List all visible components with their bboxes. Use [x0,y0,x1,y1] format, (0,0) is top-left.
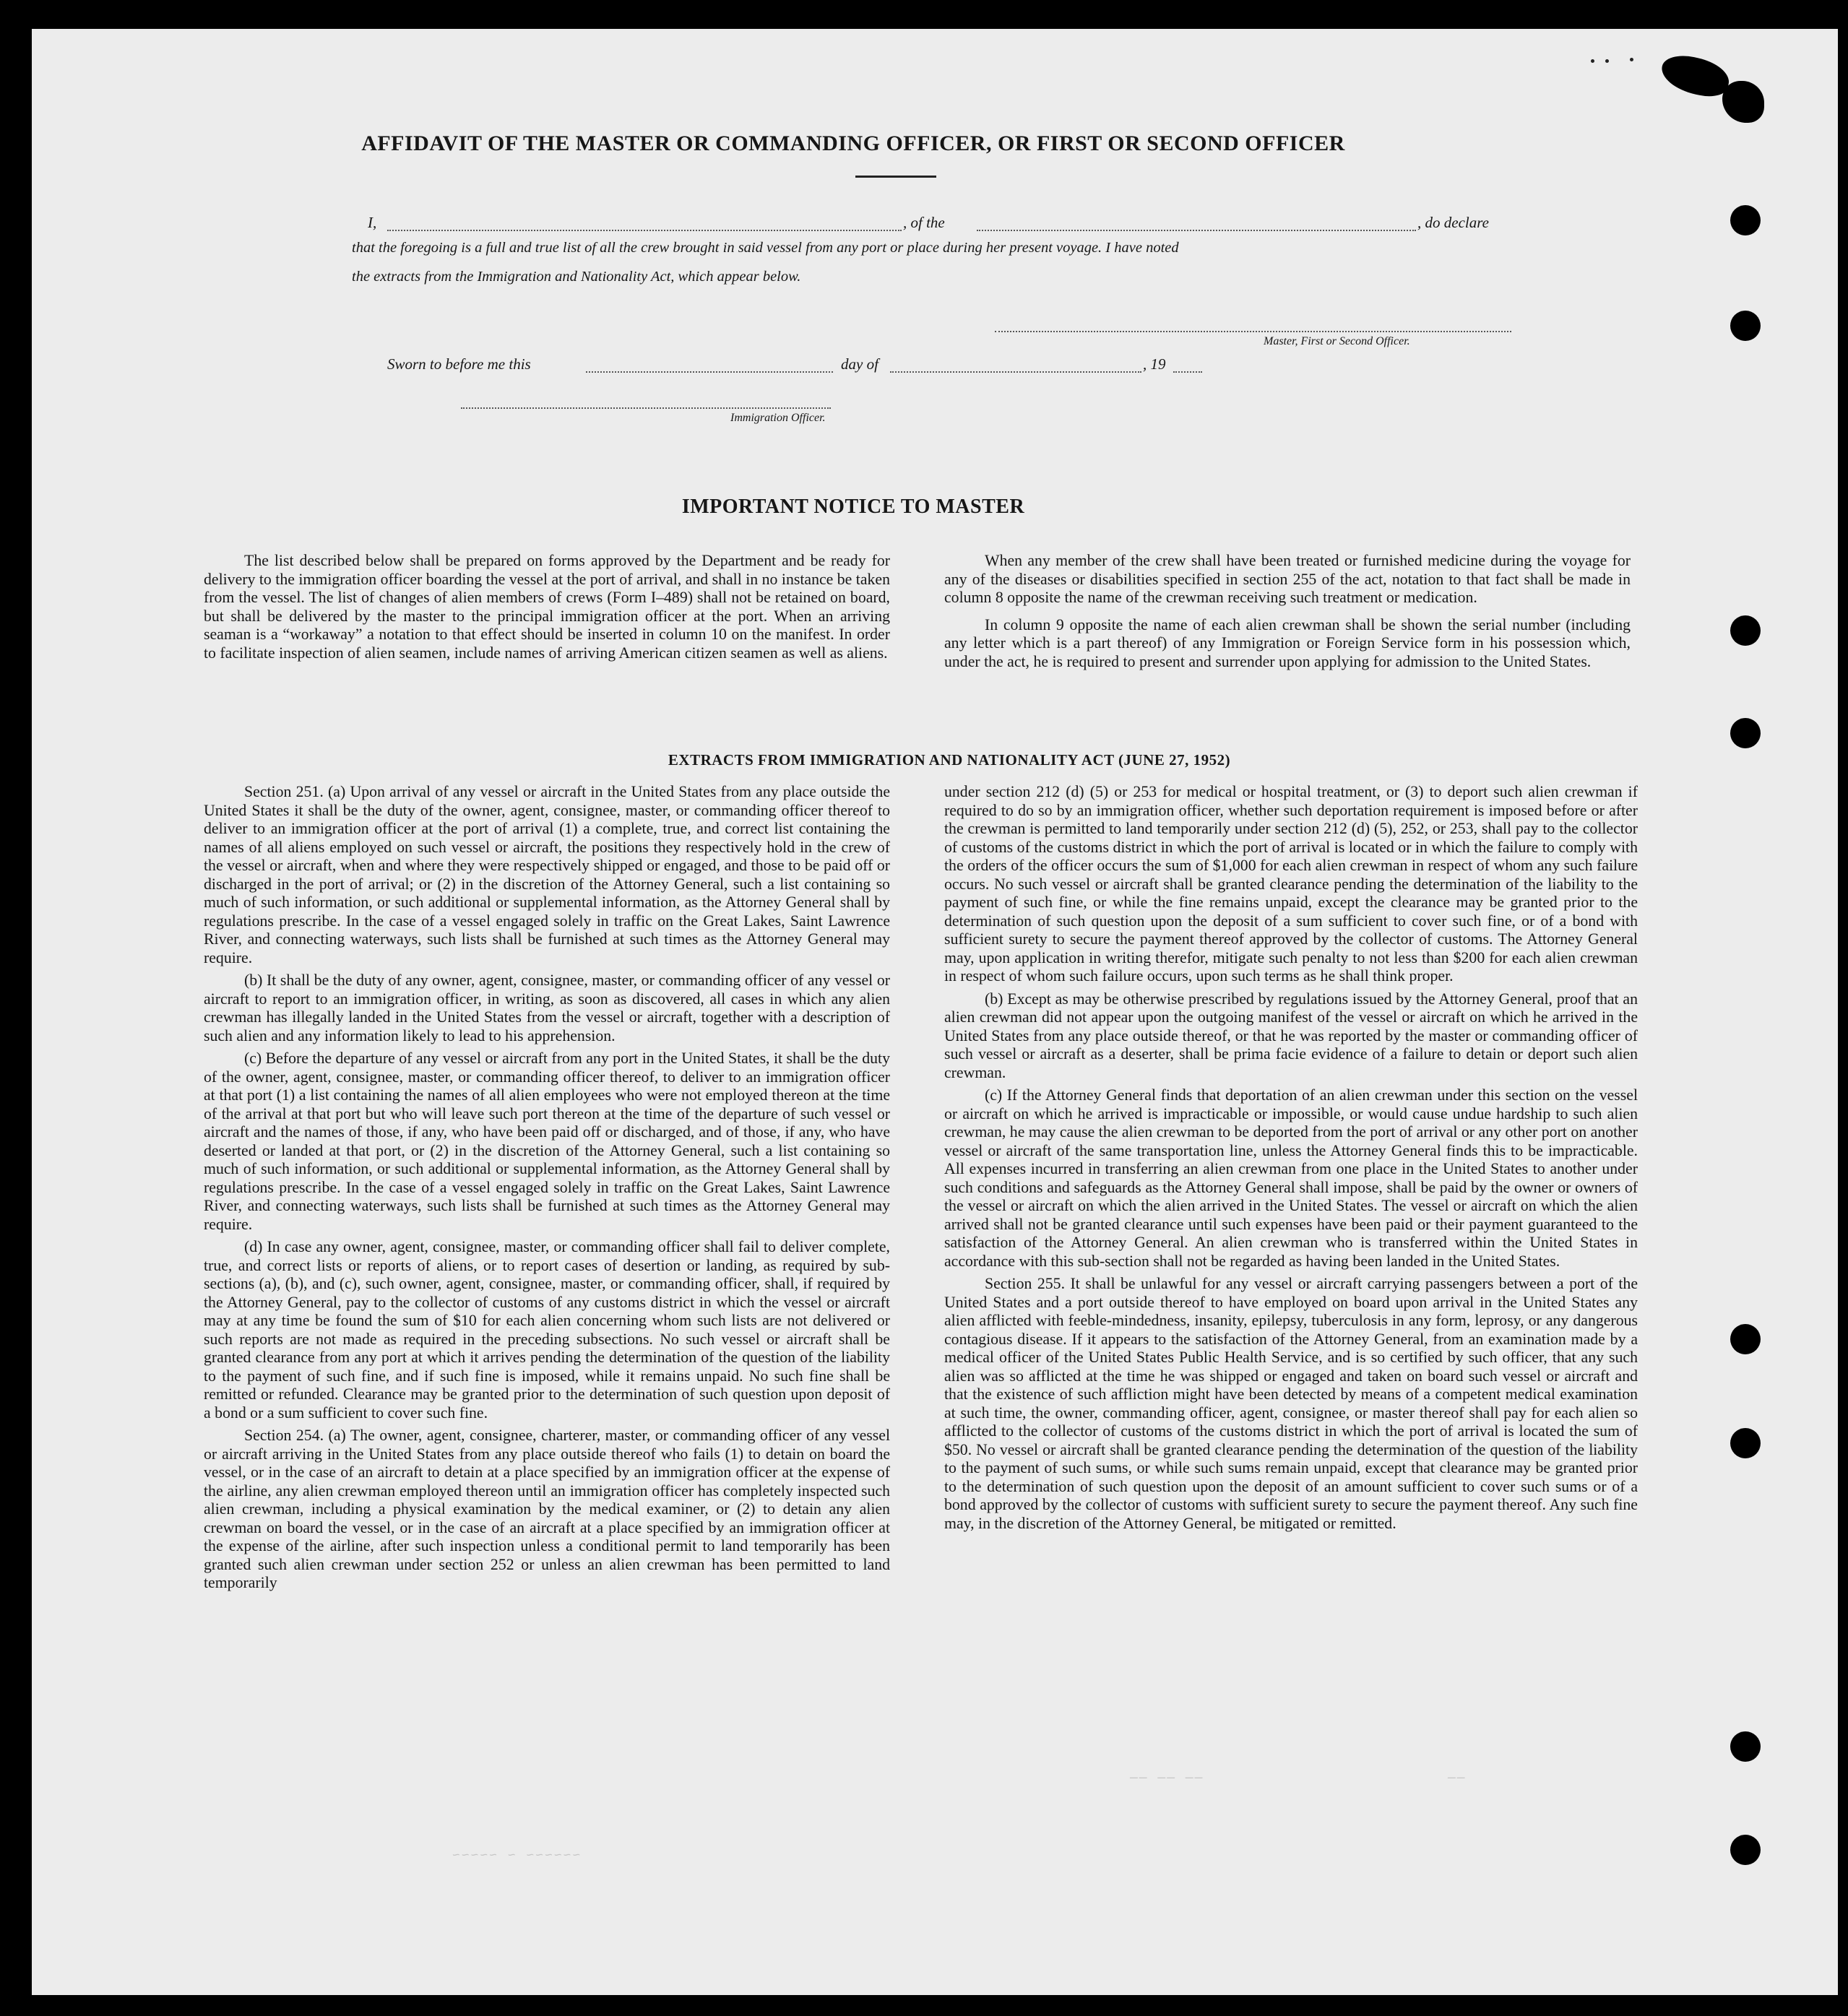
declarant-name-line[interactable] [387,230,902,231]
sworn-year-line[interactable] [1173,371,1202,373]
bleed-through-mark: —— —— —— [1130,1771,1204,1786]
title-rule [855,176,936,178]
extract-paragraph: under section 212 (d) (5) or 253 for medical or hospital treatment, or (3) to deport such alien crewman if required to do so by an immigration officer, whether such deportation requirement is imposed before or after the crewman is permitted to land temporarily under section 212 (d) (5), 252, or 253, shall pay to the collector of customs of the customs district in which the port of arrival is located or in which the failure to comply with the orders of the officer occurs the sum of $1,000 for each alien crewman in respect of whom any such failure occurs. No such vessel or aircraft shall be granted clearance pending the determination of the liability to the payment of such fine, or while the fine remains unpaid, except the clearance may be granted prior to the determination of such question upon the deposit of a sum sufficient to cover such fine, or of a bond with sufficient surety to secure the payment thereof approved by the collector of customs. The Attorney General may, upon application in writing therefor, mitigate such penalty to not less than $200 for each alien crewman in respect of whom such failure occurs, upon such terms as he shall think proper. [944,783,1638,985]
sworn-label: Sworn to before me this [387,355,531,373]
bleed-through-mark: ~~~~~~ ~ ~~~~~ [451,1849,581,1864]
scan-speck [1630,58,1633,61]
extract-paragraph: (b) It shall be the duty of any owner, agent, consignee, master, or commanding officer of any vessel or aircraft to report to an immigration officer, in writing, as soon as discovered, all cases in which any alien crewman has illegally landed in the United States from the vessel or aircraft, together with a description of such alien and any information likely to lead to his apprehension. [204,972,890,1044]
extracts-title: EXTRACTS FROM IMMIGRATION AND NATIONALITY ACT (JUNE 27, 1952) [668,751,1231,769]
extract-paragraph: Section 251. (a) Upon arrival of any vessel or aircraft in the United States from any place outside the United States it shall be the duty of the owner, agent, consignee, master, or commanding officer thereof to deliver to an immigration officer at the port of arrival (1) a complete, true, and correct list containing the names of all aliens employed on such vessel or aircraft, the positions they respectively hold in the crew of the vessel or aircraft, when and where they were respectively shipped or engaged, and those to be paid off or discharged in the port of arrival; or (2) in the discretion of the Attorney General, such a list containing so much of such information, or such additional or supplemental information, as the Attorney General shall by regulations prescribe. In the case of a vessel engaged solely in traffic on the Great Lakes, Saint Lawrence River, and connecting waterways, such lists shall be furnished at such times as the Attorney General may require. [204,783,890,966]
notice-paragraph: In column 9 opposite the name of each alien crewman shall be shown the serial number (including any letter which is a part thereof) of any Immigration or Foreign Service form in his possession which, under the act, he is required to present and surrender upon applying for admission to the United States. [944,615,1631,670]
bleed-through-mark: —— [1448,1771,1467,1786]
of-the-label: , of the [903,214,945,231]
sworn-month-line[interactable] [890,371,1141,373]
punch-hole [1730,311,1761,341]
declaration-statement-line2: the extracts from the Immigration and Nationality Act, which appear below. [352,269,801,285]
notice-title: IMPORTANT NOTICE TO MASTER [681,496,1025,518]
extract-paragraph: Section 255. It shall be unlawful for any vessel or aircraft carrying passengers between a port of the United States and a port outside thereof to have employed on board upon arrival in the United States any alien afflicted with feeble-mindedness, insanity, epilepsy, tuberculosis in any form, leprosy, or any dangerous contagious disease. If it appears to the satisfaction of the Attorney General, from an examination made by a medical officer of the United States Public Health Service, and is so certified by such officer, that any such alien was so afflicted at the time he was shipped or engaged and taken on board such vessel or aircraft and that the existence of such affliction might have been detected by means of a competent medical examination at such time, the owner, commanding officer, agent, consignee, or master thereof shall pay for each alien so afflicted to the collector of customs of the customs district in which the port of arrival is located the sum of $50. No vessel or aircraft shall be granted clearance pending the determination of the question of the liability to the payment of such sums, or while such sums remain unpaid, except that clearance may be granted prior to the determination of such question upon the deposit of an amount sufficient to cover such sums or of a bond approved by the collector of customs with sufficient surety to secure the payment thereof. Any such fine may, in the discretion of the Attorney General, be mitigated or remitted. [944,1275,1638,1532]
master-caption: Master, First or Second Officer. [1264,335,1410,347]
document-page [32,29,1838,1995]
extract-paragraph: Section 254. (a) The owner, agent, consignee, charterer, master, or commanding officer of any vessel or aircraft arriving in the United States from any place outside thereof who fails (1) to detain on board the vessel, or in the case of an aircraft to detain at a place specified by an immigration officer at the expense of the airline, any alien crewman employed thereon until an immigration officer has completely inspected such alien crewman, including a physical examination by the medical examiner, or (2) to detain any alien crewman on board the vessel, or in the case of an aircraft at a place specified by an immigration officer at the expense of the airline, after such inspection unless a conditional permit to land temporarily has been granted such alien crewman under section 252 or unless an alien crewman has been permitted to land temporarily [204,1427,890,1591]
notice-left-column [204,552,890,667]
scan-speck [1591,59,1594,63]
extract-paragraph: (c) If the Attorney General finds that deportation of an alien crewman under this section on the vessel or aircraft on which he arrived is impracticable or impossible, or would cause undue hardship to such alien crewman, he may cause the alien crewman to be deported from the port of arrival or any other port on another vessel or aircraft of the same transportation line, unless the Attorney General finds this to be impracticable. All expenses incurred in transferring an alien crewman from one place in the United States to another under such conditions and safeguards as the Attorney General shall impose, shall be paid by the owner or owners of the vessel or aircraft on which the alien arrived in the United States. The vessel or aircraft on which the alien arrived shall not be granted clearance until such expenses have been paid or their payment guaranteed to the satisfaction of the Attorney General. An alien crewman who is transferred within the United States in accordance with this sub-section shall not be regarded as having been landed in the United States. [944,1086,1638,1270]
scan-blot [1722,81,1764,123]
extract-paragraph: (c) Before the departure of any vessel or aircraft from any port in the United States, it shall be the duty of the owner, agent, consignee, master, or commanding officer thereof, to deliver to an immigration officer at that port (1) a list containing the names of all alien employees who were not employed thereon at the time of the arrival at that port but who will leave such port thereon at the time of the departure of such vessel or aircraft and the names of those, if any, who have been paid off or discharged, and of those, if any, who have deserted or landed at that port, or (2) in the discretion of the Attorney General, such a list containing so much of such information, or such additional or supplemental information, as the Attorney General shall by regulations prescribe. In the case of a vessel engaged solely in traffic on the Great Lakes, Saint Lawrence River, and connecting waterways, such lists shall be furnished at such times as the Attorney General may require. [204,1050,890,1233]
notice-paragraph: When any member of the crew shall have been treated or furnished medicine during the voyage for any of the diseases or disabilities specified in section 255 of the act, notation to that fact shall be made in column 8 opposite the name of the crewman receiving such treatment or medication. [944,552,1631,606]
declaration-statement-line1: that the foregoing is a full and true list of all the crew brought in said vessel from any port or place during her present voyage. I have noted [352,240,1179,256]
scan-blot [1658,51,1732,101]
punch-hole [1730,205,1761,235]
officer-signature-line[interactable] [461,407,831,409]
scan-speck [1605,59,1609,63]
sworn-date-line[interactable] [586,371,833,373]
declarant-label: I, [368,214,377,231]
extracts-right-column [944,783,1638,1537]
punch-hole [1730,718,1761,748]
extract-paragraph: (b) Except as may be otherwise prescribed by regulations issued by the Attorney General, proof that an alien crewman did not appear upon the outgoing manifest of the vessel or aircraft on which he arrived in the United States from any place outside thereof, or that he was reported by the master or commanding officer of such vessel or aircraft as a deserter, shall be prima facie evidence of a failure to detain or deport such alien crewman. [944,990,1638,1081]
punch-hole [1730,1324,1761,1354]
affidavit-title: AFFIDAVIT OF THE MASTER OR COMMANDING OFFICER, OR FIRST OR SECOND OFFICER [361,131,1345,155]
punch-hole [1730,615,1761,646]
punch-hole [1730,1835,1761,1865]
punch-hole [1730,1428,1761,1458]
notice-right-column [944,552,1631,675]
master-signature-line[interactable] [995,331,1511,332]
day-of-label: day of [841,355,878,373]
extract-paragraph: (d) In case any owner, agent, consignee, master, or commanding officer shall fail to deliver complete, true, and correct lists or reports of aliens, or to report cases of desertion or landing, as required by sub-sections (a), (b), and (c), such owner, agent, consignee, master, or commanding officer, shall, if required by the Attorney General, pay to the collector of customs of any customs district in which the vessel or aircraft may at any time be found the sum of $10 for each alien concerning whom such lists are not delivered or such reports are not made as required in the preceding subsections. No such vessel or aircraft shall be granted clearance from any port at which it arrives pending the determination of the question of the liability to the payment of such fine, and if such fine is imposed, while it remains unpaid. No such fine shall be remitted or refunded. Clearance may be granted prior to the determination of such question upon deposit of a bond or a sum sufficient to cover such fine. [204,1238,890,1422]
vessel-name-line[interactable] [977,230,1416,231]
officer-caption: Immigration Officer. [730,412,826,424]
punch-hole [1730,1731,1761,1762]
notice-paragraph: The list described below shall be prepared on forms approved by the Department and be ready for delivery to the immigration officer boarding the vessel at the port of arrival, and shall in no instance be taken from the vessel. The list of changes of alien members of crews (Form I–489) shall not be retained on board, but shall be delivered by the master to the principal immigration officer at the port. When an arriving seaman is a “workaway” a notation to that effect should be inserted in column 10 on the manifest. In order to facilitate inspection of alien seamen, include names of arriving American citizen seamen as well as aliens. [204,552,890,662]
year-prefix-label: , 19 [1143,355,1166,373]
extracts-left-column [204,783,890,1597]
do-declare-label: , do declare [1417,214,1489,231]
